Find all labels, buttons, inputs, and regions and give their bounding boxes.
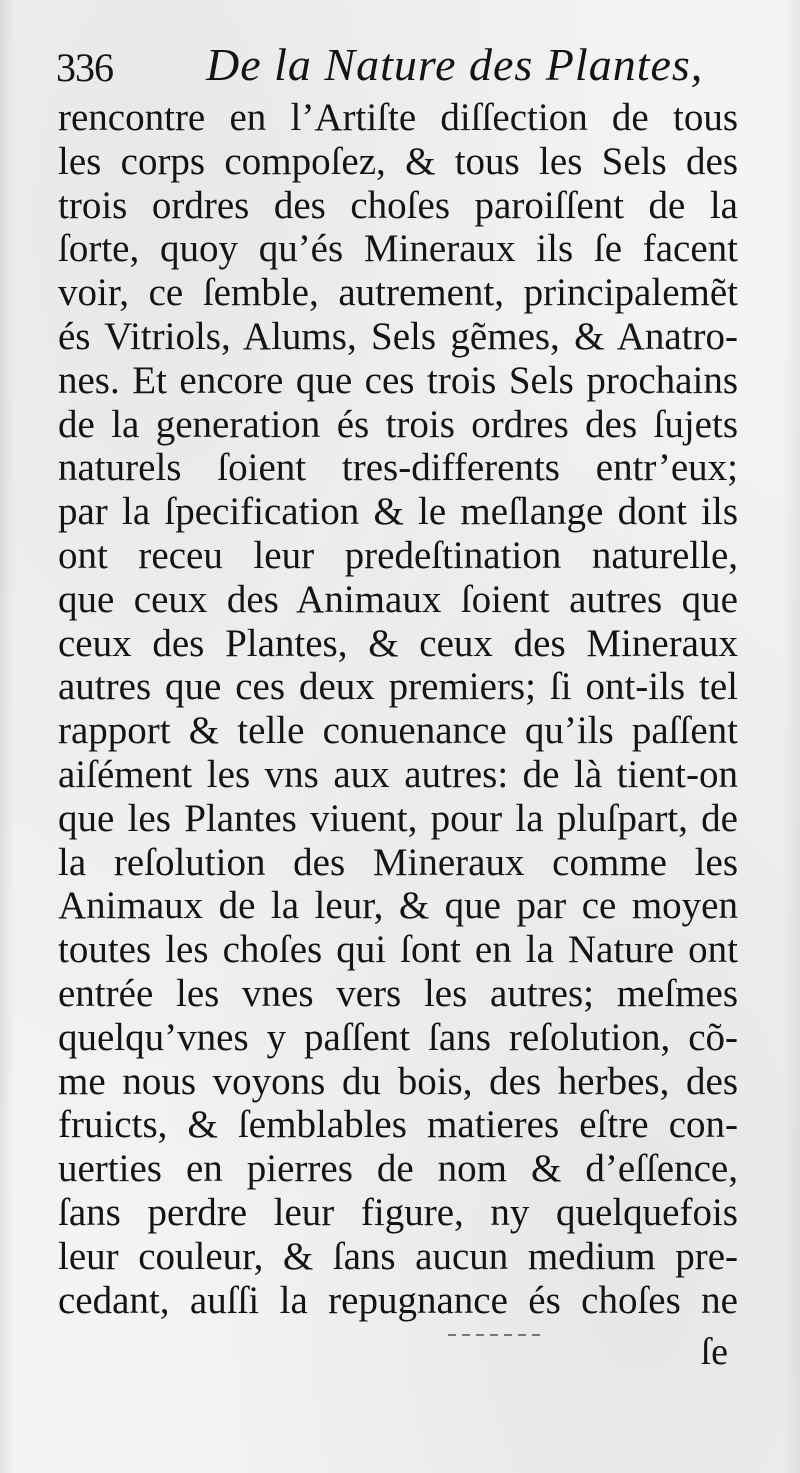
page-number: 336 xyxy=(56,45,113,90)
page-edge-shadow-right xyxy=(782,0,800,1473)
faint-rule xyxy=(448,1334,540,1336)
text-line: ont receu leur predeſtination naturelle, xyxy=(58,533,738,577)
text-line: aiſément les vns aux autres: de là tient-on xyxy=(58,752,738,796)
text-line: voir, ce ſemble, autrement, principalemẽt xyxy=(58,271,738,315)
text-line: que ceux des Animaux ſoient autres que xyxy=(58,577,738,621)
text-line: rencontre en l’Artiſte diſſection de tous xyxy=(58,96,738,139)
text-line: rapport & telle conuenance qu’ils paſſent xyxy=(58,709,738,753)
page-edge-shadow-left xyxy=(0,0,14,1473)
text-line: ſorte, quoy qu’és Mineraux ils ſe facent xyxy=(58,227,738,271)
text-line: uerties en pierres de nom & d’eſſence, xyxy=(58,1147,738,1191)
text-line: par la ſpecification & le meſlange dont ils xyxy=(58,490,738,534)
body-text xyxy=(58,96,738,1322)
text-line: que les Plantes viuent, pour la pluſpart, de xyxy=(58,796,738,840)
text-line: nes. Et encore que ces trois Sels prochains xyxy=(58,358,738,402)
text-line: cedant, auſſi la repugnance és choſes ne xyxy=(58,1278,738,1322)
text-line: toutes les choſes qui ſont en la Nature ont xyxy=(58,928,738,972)
text-line: la reſolution des Mineraux comme les xyxy=(58,840,738,884)
text-line: les corps compoſez, & tous les Sels des xyxy=(58,139,738,183)
catchword: ſe xyxy=(700,1331,728,1373)
text-line: quelqu’vnes y paſſent ſans reſolution, cõ- xyxy=(58,1015,738,1059)
text-line: és Vitriols, Alums, Sels gẽmes, & Anatro- xyxy=(58,314,738,358)
text-line: me nous voyons du bois, des herbes, des xyxy=(58,1059,738,1103)
text-line: de la generation és trois ordres des ſujets xyxy=(58,402,738,446)
text-line: ſans perdre leur figure, ny quelquefois xyxy=(58,1190,738,1234)
text-line: Animaux de la leur, & que par ce moyen xyxy=(58,884,738,928)
text-line: autres que ces deux premiers; ſi ont-ils tel xyxy=(58,665,738,709)
page-header xyxy=(56,38,736,100)
text-line: ceux des Plantes, & ceux des Mineraux xyxy=(58,621,738,665)
text-line: entrée les vnes vers les autres; meſmes xyxy=(58,971,738,1015)
running-title: De la Nature des Plantes, xyxy=(206,39,704,90)
text-line: naturels ſoient tres-differents entr’eux; xyxy=(58,446,738,490)
text-line: leur couleur, & ſans aucun medium pre- xyxy=(58,1234,738,1278)
text-line: trois ordres des choſes paroiſſent de la xyxy=(58,183,738,227)
text-line: fruicts, & ſemblables matieres eſtre con- xyxy=(58,1103,738,1147)
